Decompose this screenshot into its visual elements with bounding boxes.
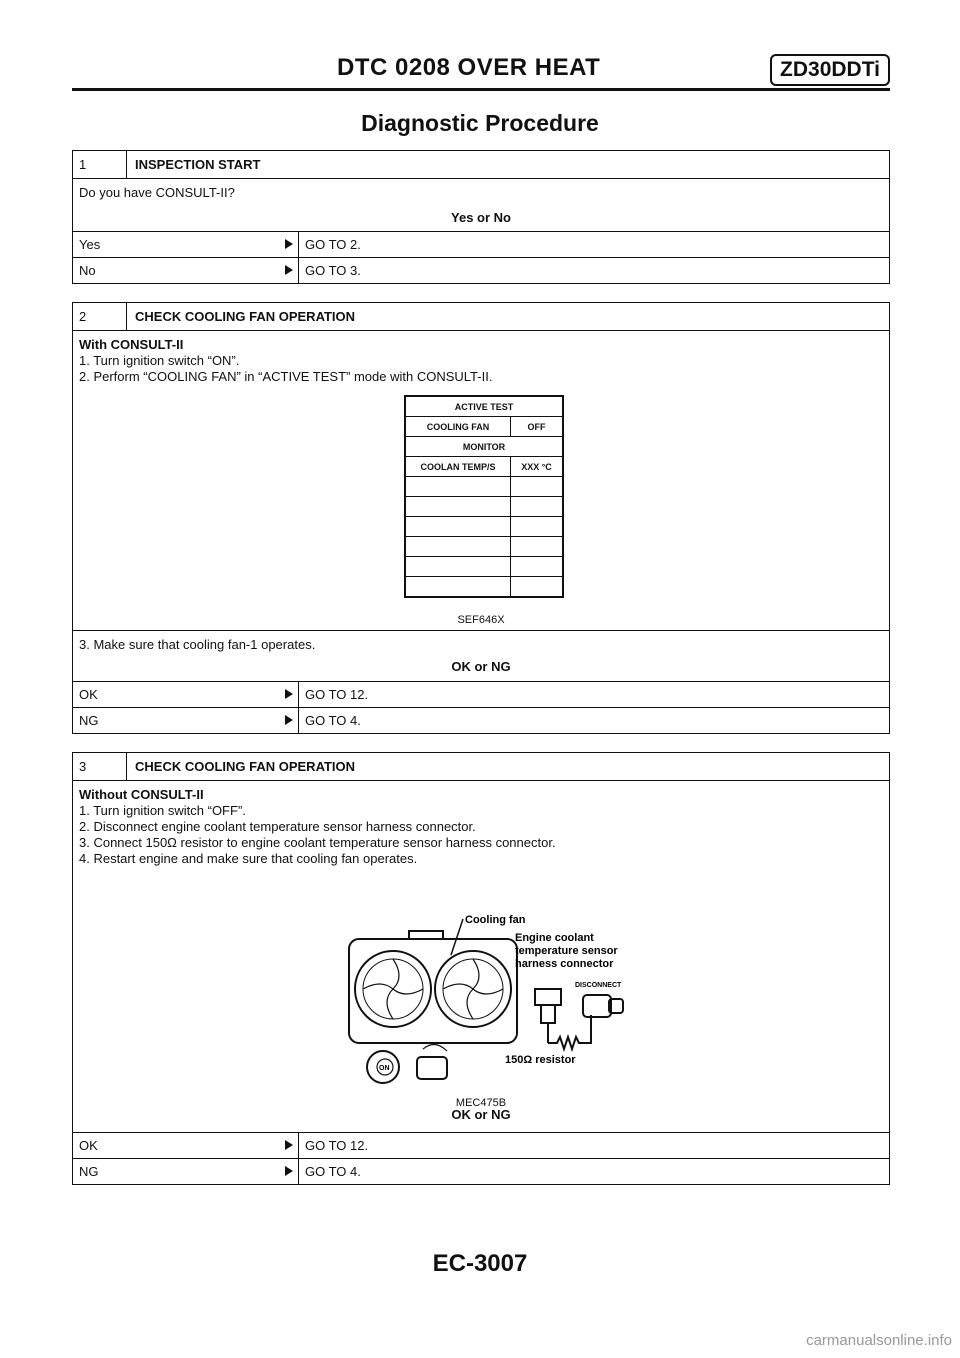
step-body — [73, 781, 889, 1133]
result-label: OK or NG — [451, 659, 511, 674]
watermark: carmanualsonline.info — [806, 1332, 952, 1349]
resistor-label: 150Ω resistor — [505, 1054, 576, 1066]
result-label: Yes or No — [451, 210, 511, 225]
instruction-line: 3. Connect 150Ω resistor to engine coolant temperature sensor harness connector. — [79, 835, 556, 850]
radiator-frame — [349, 939, 517, 1043]
step-number: 1 — [73, 151, 127, 178]
page-title: Diagnostic Procedure — [361, 110, 599, 136]
consult-screen-figure — [404, 395, 564, 598]
arrow-right-icon — [285, 1140, 293, 1150]
goto-link[interactable]: GO TO 4. — [305, 713, 361, 728]
result-label-ng: NG — [73, 708, 299, 733]
step-2-table — [72, 302, 890, 734]
screen-item-value: OFF — [511, 417, 564, 437]
goto-link[interactable]: GO TO 2. — [305, 237, 361, 252]
goto-link[interactable]: GO TO 12. — [305, 687, 369, 702]
step-title: CHECK COOLING FAN OPERATION — [135, 759, 356, 774]
fan-label: Cooling fan — [465, 914, 526, 926]
arrow-right-icon — [285, 715, 293, 725]
sensor-label-3: harness connector — [515, 958, 614, 970]
instruction-line: 4. Restart engine and make sure that cooling fan operates. — [79, 851, 418, 866]
sensor-label-1: Engine coolant — [515, 932, 594, 944]
instruction-line: 3. Make sure that cooling fan-1 operates. — [79, 637, 316, 652]
step-1-table — [72, 150, 890, 284]
goto-link[interactable]: GO TO 4. — [305, 1164, 361, 1179]
figure-id: SEF646X — [457, 614, 505, 626]
result-label-ok: OK — [73, 1133, 299, 1158]
step-header — [73, 303, 889, 331]
result-label-ng: NG — [73, 1159, 299, 1184]
page-number: EC-3007 — [432, 1250, 528, 1277]
instruction-line: 2. Perform “COOLING FAN” in “ACTIVE TEST” mode with CONSULT-II. — [79, 369, 493, 384]
step-instructions — [73, 331, 889, 385]
instruction-line: 1. Turn ignition switch “ON”. — [79, 353, 240, 368]
result-label-yes: Yes — [73, 232, 299, 257]
step-subhead: With CONSULT-II — [79, 337, 184, 352]
step-header — [73, 151, 889, 179]
result-row-ng — [73, 1159, 889, 1184]
result-label-ok: OK — [73, 682, 299, 707]
arrow-right-icon — [285, 1166, 293, 1176]
step-title: INSPECTION START — [135, 157, 261, 172]
on-label: ON — [379, 1065, 390, 1072]
step-header — [73, 753, 889, 781]
engine-start-icon — [417, 1057, 447, 1079]
sensor-connector-icon — [535, 989, 561, 1005]
arrow-right-icon — [285, 239, 293, 249]
figure-id: MEC475B — [455, 1097, 507, 1109]
screen-monitor-value: XXX °C — [511, 457, 564, 477]
screen-monitor-item: COOLAN TEMP/S — [405, 457, 511, 477]
result-row-yes — [73, 232, 889, 258]
screen-item: COOLING FAN — [405, 417, 511, 437]
cooling-fan-figure — [345, 911, 645, 1101]
result-row-ok — [73, 682, 889, 708]
screen-title: ACTIVE TEST — [405, 396, 563, 417]
disconnect-label: DISCONNECT — [575, 982, 622, 989]
step-3-table — [72, 752, 890, 1185]
instruction-line: 1. Turn ignition switch “OFF”. — [79, 803, 246, 818]
arrow-right-icon — [285, 265, 293, 275]
result-row-ok — [73, 1133, 889, 1159]
step-subhead: Without CONSULT-II — [79, 787, 204, 802]
step-number: 3 — [73, 753, 127, 780]
goto-link[interactable]: GO TO 12. — [305, 1138, 369, 1153]
arrow-right-icon — [285, 689, 293, 699]
result-row-no — [73, 258, 889, 283]
result-row-ng — [73, 708, 889, 733]
screen-monitor: MONITOR — [405, 437, 563, 457]
result-label: OK or NG — [451, 1107, 511, 1122]
page-header — [72, 52, 890, 91]
disconnect-connector-icon — [583, 995, 611, 1017]
sensor-label-2: temperature sensor — [515, 945, 618, 957]
model-code-badge: ZD30DDTi — [770, 54, 890, 86]
goto-link[interactable]: GO TO 3. — [305, 263, 361, 278]
step-body — [73, 631, 889, 682]
step-body — [73, 179, 889, 232]
instruction-line: 2. Disconnect engine coolant temperature sensor harness connector. — [79, 819, 476, 834]
result-label-no: No — [73, 258, 299, 283]
header-title: DTC 0208 OVER HEAT — [337, 54, 601, 81]
step-question: Do you have CONSULT-II? — [79, 185, 235, 200]
step-number: 2 — [73, 303, 127, 330]
step-instructions — [73, 781, 889, 867]
step-body — [73, 331, 889, 631]
step-title: CHECK COOLING FAN OPERATION — [135, 309, 356, 324]
active-test-screen — [404, 395, 564, 598]
